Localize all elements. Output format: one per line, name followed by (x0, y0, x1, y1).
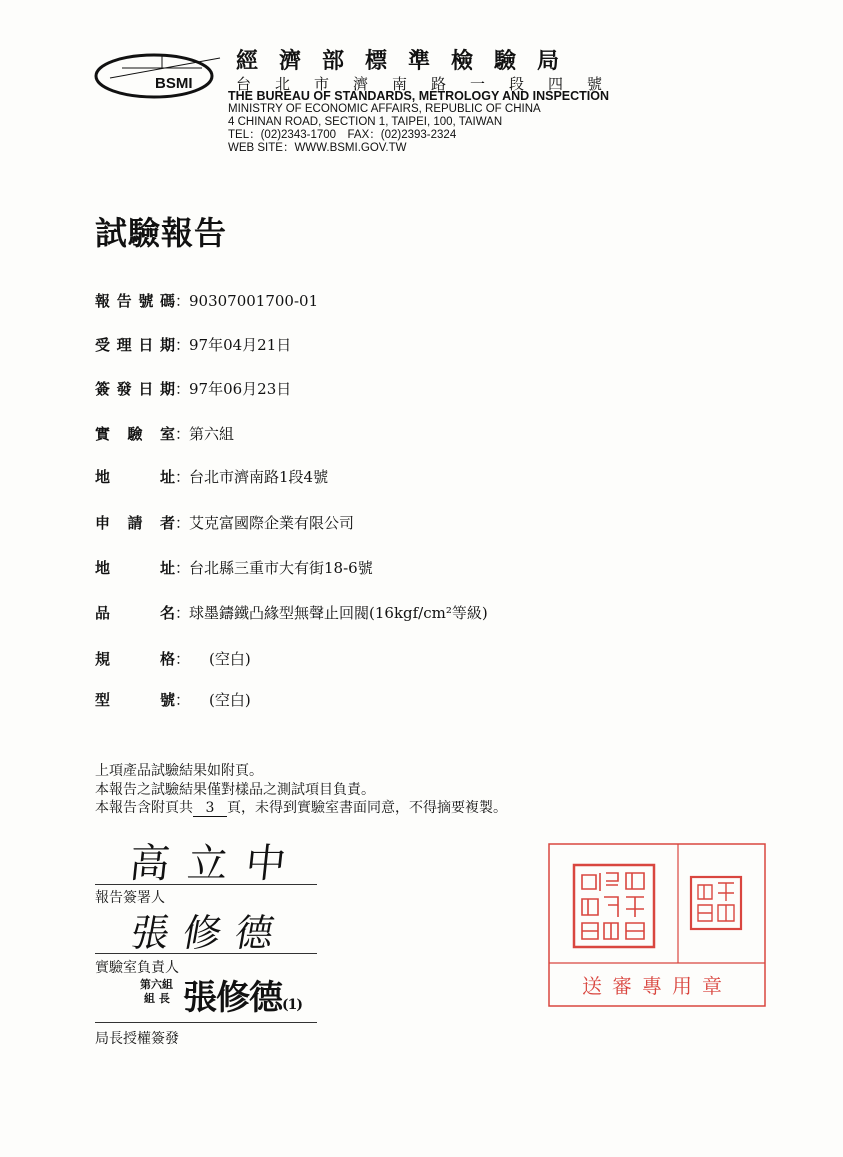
address-en: 4 CHINAN ROAD, SECTION 1, TAIPEI, 100, TAIWAN (228, 116, 503, 128)
field-label: 品名 (95, 604, 175, 622)
note-line-3-prefix: 本報告含附頁共 (95, 800, 193, 816)
tel-fax: TEL：(02)2343-1700 FAX：(02)2393-2324 (228, 129, 457, 141)
signature-line (95, 953, 317, 954)
logo-text: BSMI (155, 75, 193, 92)
field-applicant-address: 地址：台北縣三重市大有街18-6號 (95, 559, 373, 577)
signature-role-label: 實驗室負責人 (95, 960, 179, 976)
page-title: 試驗報告 (95, 214, 228, 252)
page-count: 3 (193, 800, 227, 817)
field-product-name: 品名：球墨鑄鐵凸緣型無聲止回閥(16kgf/cm²等級) (95, 604, 488, 622)
signature-report-signer: 高立中 (127, 841, 307, 887)
signature-authorized (183, 970, 302, 1019)
signature-role-label: 局長授權簽發 (95, 1031, 179, 1047)
org-name-cn: 經濟部標準檢驗局 (236, 48, 581, 74)
field-value: 第六組 (189, 425, 235, 443)
field-value: 台北市濟南路1段4號 (189, 468, 329, 486)
field-applicant: 申請者：艾克富國際企業有限公司 (95, 514, 355, 532)
field-label: 申請者 (95, 514, 175, 532)
field-lab-address: 地址：台北市濟南路1段4號 (95, 468, 329, 486)
signature-title-line-2: 組 長 (144, 992, 170, 1005)
note-line-2: 本報告之試驗結果僅對樣品之測試項目負責。 (95, 782, 375, 798)
signature-authorized-name: 張修德 (183, 978, 282, 1018)
signature-title-line-1: 第六組 (140, 978, 173, 991)
field-label: 型號 (95, 691, 175, 709)
note-line-3-suffix: 頁，未得到實驗室書面同意，不得摘要複製。 (227, 800, 507, 816)
bsmi-logo (92, 48, 232, 104)
header-english-block (228, 90, 609, 155)
field-label: 地址 (95, 559, 175, 577)
field-report-number: 報告號碼：90307001700-01 (95, 292, 319, 310)
field-label: 地址 (95, 468, 175, 486)
field-value: (空白) (209, 691, 251, 709)
field-received-date: 受理日期：97年04月21日 (95, 336, 292, 354)
field-value: 台北縣三重市大有街18-6號 (189, 559, 373, 577)
field-label: 簽發日期 (95, 380, 175, 398)
signature-line (95, 1022, 317, 1023)
seal-footer-text: 送審專用章 (582, 974, 732, 998)
field-laboratory: 實驗室：第六組 (95, 425, 235, 443)
org-name-en: THE BUREAU OF STANDARDS, METROLOGY AND INSPECTION (228, 89, 610, 103)
field-issue-date: 簽發日期：97年06月23日 (95, 380, 292, 398)
field-value: 艾克富國際企業有限公司 (189, 514, 355, 532)
field-label: 實驗室 (95, 425, 175, 443)
field-value: 97年04月21日 (189, 336, 292, 354)
signature-suffix: (1) (282, 997, 302, 1013)
address-cn: 台北市濟南路一段四號 (236, 75, 627, 93)
field-value: 97年06月23日 (189, 380, 292, 398)
note-line-1: 上項產品試驗結果如附頁。 (95, 763, 263, 779)
field-label: 規格 (95, 650, 175, 668)
signature-role-label: 報告簽署人 (95, 890, 165, 906)
field-specification: 規格： (空白) (95, 650, 251, 668)
note-line-3 (95, 797, 507, 817)
website: WEB SITE：WWW.BSMI.GOV.TW (228, 142, 407, 154)
field-value: 球墨鑄鐵凸緣型無聲止回閥(16kgf/cm²等級) (189, 604, 488, 622)
official-seal-stamp (548, 843, 766, 1007)
signature-line (95, 884, 317, 885)
ministry-en: MINISTRY OF ECONOMIC AFFAIRS, REPUBLIC OF CHINA (228, 103, 541, 115)
field-label: 報告號碼 (95, 292, 175, 310)
field-model: 型號： (空白) (95, 691, 251, 709)
field-label: 受理日期 (95, 336, 175, 354)
signature-lab-head: 張修德 (127, 911, 292, 955)
signature-title-stamp (140, 978, 173, 1006)
field-value: 90307001700-01 (189, 292, 319, 310)
field-value: (空白) (209, 650, 251, 668)
